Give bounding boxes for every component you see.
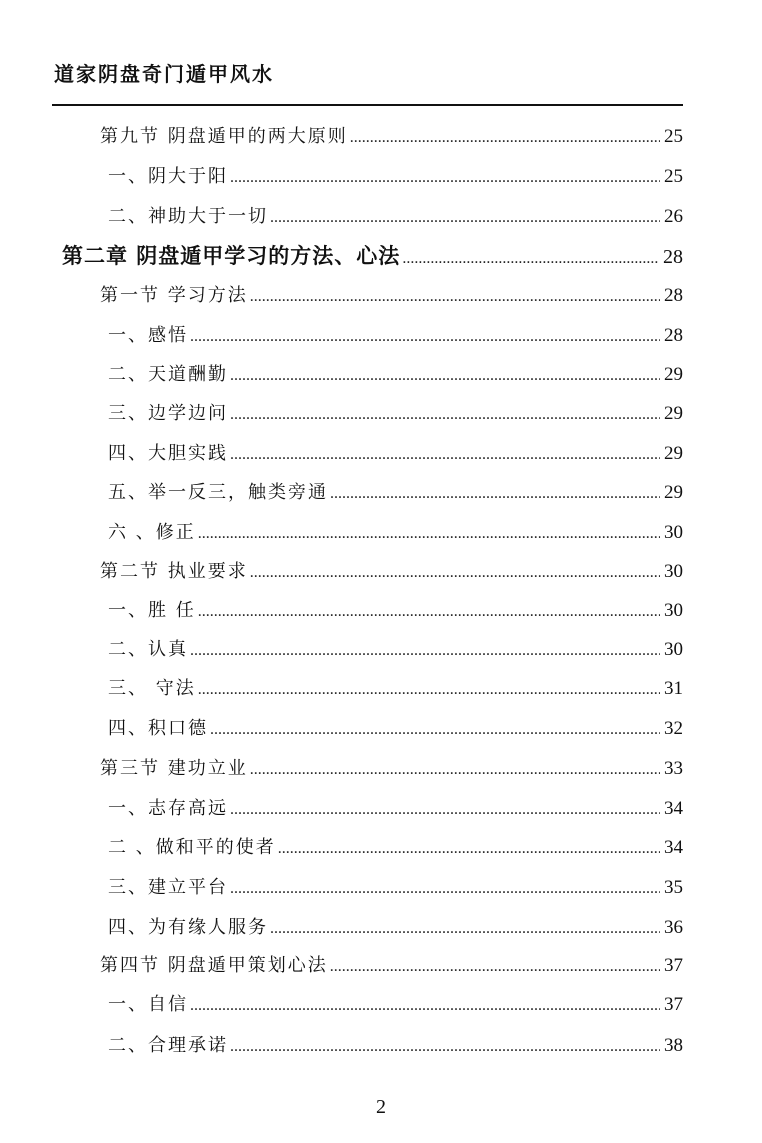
dot-leader bbox=[250, 761, 660, 779]
toc-page: 28 bbox=[664, 325, 683, 346]
toc-page: 25 bbox=[664, 166, 683, 187]
toc-label: 第一节 学习方法 bbox=[100, 285, 248, 306]
toc-label: 二、合理承诺 bbox=[108, 1035, 228, 1056]
toc-item[interactable] bbox=[108, 596, 683, 626]
toc-page: 34 bbox=[664, 798, 683, 819]
toc-page: 28 bbox=[664, 285, 683, 306]
toc-item[interactable] bbox=[108, 162, 683, 192]
toc-page: 37 bbox=[664, 955, 683, 976]
dot-leader bbox=[330, 485, 660, 503]
toc-item[interactable] bbox=[108, 674, 683, 704]
toc-section[interactable] bbox=[100, 122, 683, 152]
toc-page: 36 bbox=[664, 917, 683, 938]
dot-leader bbox=[250, 564, 660, 582]
dot-leader bbox=[230, 801, 660, 819]
toc-page: 32 bbox=[664, 718, 683, 739]
toc-page: 31 bbox=[664, 678, 683, 699]
dot-leader bbox=[230, 169, 660, 187]
toc-section[interactable] bbox=[100, 281, 683, 311]
toc-page: 30 bbox=[664, 600, 683, 621]
dot-leader bbox=[270, 209, 660, 227]
dot-leader bbox=[230, 446, 660, 464]
toc-label: 四、积口德 bbox=[108, 718, 208, 739]
dot-leader bbox=[278, 840, 660, 858]
dot-leader bbox=[230, 367, 660, 385]
toc-item[interactable] bbox=[108, 518, 683, 548]
toc-item[interactable] bbox=[108, 478, 683, 508]
toc-item[interactable] bbox=[108, 873, 683, 903]
toc-item[interactable] bbox=[108, 1031, 683, 1061]
toc-label: 六 、修正 bbox=[108, 522, 196, 543]
toc-label: 五、举一反三，触类旁通 bbox=[108, 482, 328, 503]
toc-label: 三、边学边问 bbox=[108, 403, 228, 424]
toc-label: 第三节 建功立业 bbox=[100, 758, 248, 779]
dot-leader bbox=[402, 250, 659, 268]
running-header: 道家阴盘奇门遁甲风水 bbox=[54, 62, 274, 86]
dot-leader bbox=[350, 129, 660, 147]
toc-label: 三、建立平台 bbox=[108, 877, 228, 898]
toc-label: 二 、做和平的使者 bbox=[108, 837, 276, 858]
toc-item[interactable] bbox=[108, 202, 683, 232]
toc-item[interactable] bbox=[108, 439, 683, 469]
toc-chapter[interactable] bbox=[62, 240, 683, 270]
toc-item[interactable] bbox=[108, 399, 683, 429]
toc-label: 三、 守法 bbox=[108, 678, 196, 699]
header-rule bbox=[52, 104, 683, 106]
toc-label: 二、认真 bbox=[108, 639, 188, 660]
dot-leader bbox=[270, 920, 660, 938]
toc-label: 一、感悟 bbox=[108, 325, 188, 346]
toc-item[interactable] bbox=[108, 360, 683, 390]
dot-leader bbox=[198, 681, 660, 699]
toc-page: 38 bbox=[664, 1035, 683, 1056]
toc-label: 第九节 阴盘遁甲的两大原则 bbox=[100, 126, 348, 147]
toc-section[interactable] bbox=[100, 951, 683, 981]
toc-item[interactable] bbox=[108, 714, 683, 744]
dot-leader bbox=[330, 958, 660, 976]
page-number: 2 bbox=[376, 1096, 386, 1118]
dot-leader bbox=[190, 997, 660, 1015]
toc-label: 四、大胆实践 bbox=[108, 443, 228, 464]
toc-page: 37 bbox=[664, 994, 683, 1015]
toc-page: 30 bbox=[664, 522, 683, 543]
dot-leader bbox=[198, 603, 660, 621]
dot-leader bbox=[198, 525, 660, 543]
toc-item[interactable] bbox=[108, 990, 683, 1020]
toc-page: 30 bbox=[664, 561, 683, 582]
dot-leader bbox=[230, 406, 660, 424]
toc-item[interactable] bbox=[108, 794, 683, 824]
toc-label: 一、阴大于阳 bbox=[108, 166, 228, 187]
toc-page: 33 bbox=[664, 758, 683, 779]
dot-leader bbox=[210, 721, 660, 739]
dot-leader bbox=[190, 328, 660, 346]
toc-label: 二、天道酬勤 bbox=[108, 364, 228, 385]
toc-item[interactable] bbox=[108, 833, 683, 863]
toc-item[interactable] bbox=[108, 913, 683, 943]
dot-leader bbox=[190, 642, 660, 660]
toc-label: 第四节 阴盘遁甲策划心法 bbox=[100, 955, 328, 976]
toc-label: 一、胜 任 bbox=[108, 600, 196, 621]
toc-item[interactable] bbox=[108, 321, 683, 351]
toc-page: 26 bbox=[664, 206, 683, 227]
toc-label: 四、为有缘人服务 bbox=[108, 917, 268, 938]
dot-leader bbox=[230, 1038, 660, 1056]
toc-label: 第二章 阴盘遁甲学习的方法、心法 bbox=[62, 244, 401, 268]
toc-item[interactable] bbox=[108, 635, 683, 665]
toc-label: 二、神助大于一切 bbox=[108, 206, 268, 227]
toc-label: 第二节 执业要求 bbox=[100, 561, 248, 582]
dot-leader bbox=[250, 288, 660, 306]
toc-page: 35 bbox=[664, 877, 683, 898]
toc-page: 29 bbox=[664, 482, 683, 503]
toc-label: 一、自信 bbox=[108, 994, 188, 1015]
toc-label: 一、志存高远 bbox=[108, 798, 228, 819]
dot-leader bbox=[230, 880, 660, 898]
toc-page: 29 bbox=[664, 403, 683, 424]
toc-page: 29 bbox=[664, 364, 683, 385]
toc-page: 30 bbox=[664, 639, 683, 660]
toc-section[interactable] bbox=[100, 754, 683, 784]
toc-page: 29 bbox=[664, 443, 683, 464]
toc-section[interactable] bbox=[100, 557, 683, 587]
toc-page: 34 bbox=[664, 837, 683, 858]
toc-page: 28 bbox=[663, 246, 683, 268]
toc-page: 25 bbox=[664, 126, 683, 147]
